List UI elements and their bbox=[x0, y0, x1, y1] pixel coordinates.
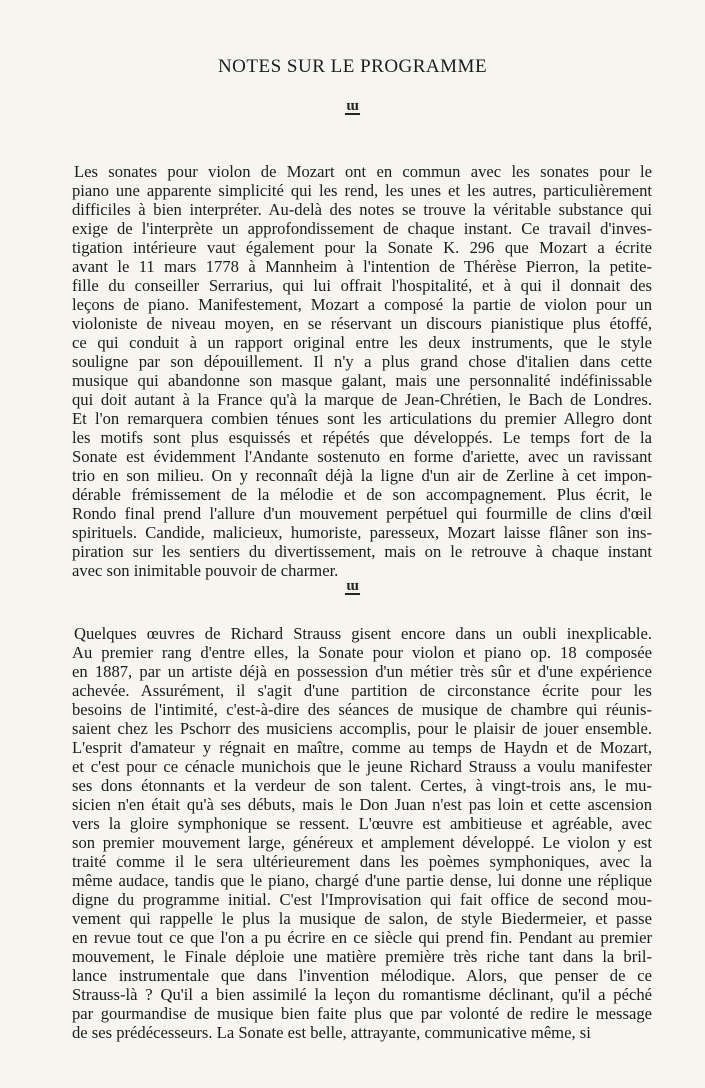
text-line: piration sur les sentiers du divertissement, mais on le retrouve à chaque instant bbox=[72, 542, 652, 561]
text-line: Sonate est évidemment l'Andante sostenuto en forme d'ariette, avec un ravissant bbox=[72, 447, 652, 466]
text-line: traité comme il le sera ultérieurement dans les poèmes symphoniques, avec la bbox=[72, 852, 652, 871]
text-line: Et l'on remarquera combien ténues sont les articulations du premier Allegro dont bbox=[72, 409, 652, 428]
text-line: même audace, tandis que le piano, chargé d'une partie dense, lui donne une réplique bbox=[72, 871, 652, 890]
paragraph-mozart bbox=[72, 162, 652, 580]
text-line: de ses prédécesseurs. La Sonate est belle, attrayante, communicative même, si bbox=[72, 1023, 591, 1042]
text-line: vement qui rappelle le plus la musique de salon, de style Biedermeier, et passe bbox=[72, 909, 652, 928]
text-line: souligne par son dépouillement. Il n'y a plus grand chose d'italien dans cette bbox=[72, 352, 652, 371]
text-line: saient chez les Pschorr des musiciens accomplis, pour le plaisir de jouer ensemble. bbox=[72, 719, 652, 738]
text-line: spirituels. Candide, malicieux, humoriste, paresseux, Mozart laisse flâner son ins- bbox=[72, 523, 652, 542]
text-line: difficiles à bien interpréter. Au-delà des notes se trouve la véritable substance qui bbox=[72, 200, 652, 219]
text-line: Les sonates pour violon de Mozart ont en commun avec les sonates pour le bbox=[74, 162, 652, 181]
text-line: fille du conseiller Serrarius, qui lui offrait l'hospitalité, et à qui il donnait des bbox=[72, 276, 652, 295]
text-line: vers la gloire symphonique se ressent. L'œuvre est ambitieuse et agréable, avec bbox=[72, 814, 652, 833]
text-line: Au premier rang d'entre elles, la Sonate pour violon et piano op. 18 composée bbox=[72, 643, 652, 662]
text-line: par gourmandise de musique bien faite plus que par volonté de redire le message bbox=[72, 1004, 652, 1023]
text-line: les motifs sont plus esquissés et répétés que développés. Le temps fort de la bbox=[72, 428, 652, 447]
text-line: dérable frémissement de la mélodie et de son accompagnement. Plus écrit, le bbox=[72, 485, 652, 504]
text-line: piano une apparente simplicité qui les rend, les unes et les autres, particulièrement bbox=[72, 181, 652, 200]
text-line: ce qui conduit à un rapport original entre les deux instruments, que le style bbox=[72, 333, 652, 352]
text-line: musique qui abandonne son masque galant, mais une personnalité indéfinissable bbox=[72, 371, 652, 390]
text-line: leçons de piano. Manifestement, Mozart a composé la partie de violon pour un bbox=[72, 295, 652, 314]
text-line: en 1887, par un artiste déjà en possession d'un métier très sûr et d'une expérience bbox=[72, 662, 652, 681]
text-line: exige de l'interprète un approfondissement de chaque instant. Ce travail d'inves- bbox=[72, 219, 652, 238]
text-line: avec son inimitable pouvoir de charmer. bbox=[72, 561, 339, 580]
text-line: Quelques œuvres de Richard Strauss gisent encore dans un oubli inexplicable. bbox=[74, 624, 652, 643]
text-line: en revue tout ce que l'on a pu écrire en ce siècle qui prend fin. Pendant au premier bbox=[72, 928, 652, 947]
text-line: avant le 11 mars 1778 à Mannheim à l'intention de Thérèse Pierron, la petite- bbox=[72, 257, 652, 276]
text-line: achevée. Assurément, il s'agit d'une partition de circonstance écrite pour les bbox=[72, 681, 652, 700]
text-line: tigation intérieure vaut également pour la Sonate K. 296 que Mozart a écrite bbox=[72, 238, 652, 257]
ornament-top-glyph: ɯ bbox=[346, 98, 359, 114]
text-line: lance instrumentale que dans l'invention mélodique. Alors, que penser de ce bbox=[72, 966, 652, 985]
text-line: trio en son milieu. On y reconnaît déjà la ligne d'un air de Zerline à cet impon- bbox=[72, 466, 652, 485]
text-line: L'esprit d'amateur y régnait en maître, comme au temps de Haydn et de Mozart, bbox=[72, 738, 652, 757]
text-line: Strauss-là ? Qu'il a bien assimilé la leçon du romantisme déclinant, qu'il a péché bbox=[72, 985, 652, 1004]
ornament-middle-icon bbox=[0, 578, 705, 595]
page-title: NOTES SUR LE PROGRAMME bbox=[217, 56, 488, 77]
text-line: besoins de l'intimité, c'est-à-dire des séances de musique de chambre qui réunis- bbox=[72, 700, 652, 719]
paragraph-strauss bbox=[72, 624, 652, 1042]
text-line: mouvement, le Finale déploie une matière première très riche tant dans la bril- bbox=[72, 947, 652, 966]
text-line: violoniste de niveau moyen, en se réservant un discours pianistique plus étoffé, bbox=[72, 314, 652, 333]
text-line: ses dons étonnants et la verdeur de son talent. Certes, à vingt-trois ans, le mu- bbox=[72, 776, 652, 795]
text-line: qui doit autant à la France qu'à la marque de Jean-Chrétien, le Bach de Londres. bbox=[72, 390, 652, 409]
text-line: Rondo final prend l'allure d'un mouvement perpétuel qui fourmille de clins d'œil bbox=[72, 504, 652, 523]
ornament-top-icon bbox=[0, 98, 705, 115]
text-line: sicien n'en était qu'à ses débuts, mais le Don Juan n'est pas loin et cette ascension bbox=[72, 795, 652, 814]
ornament-middle-glyph: ɯ bbox=[346, 578, 359, 594]
text-line: son premier mouvement large, généreux et amplement développé. Le violon y est bbox=[72, 833, 652, 852]
text-line: digne du programme initial. C'est l'Improvisation qui fait office de second mou- bbox=[72, 890, 652, 909]
text-line: et c'est pour ce cénacle munichois que le jeune Richard Strauss a voulu manifester bbox=[72, 757, 652, 776]
